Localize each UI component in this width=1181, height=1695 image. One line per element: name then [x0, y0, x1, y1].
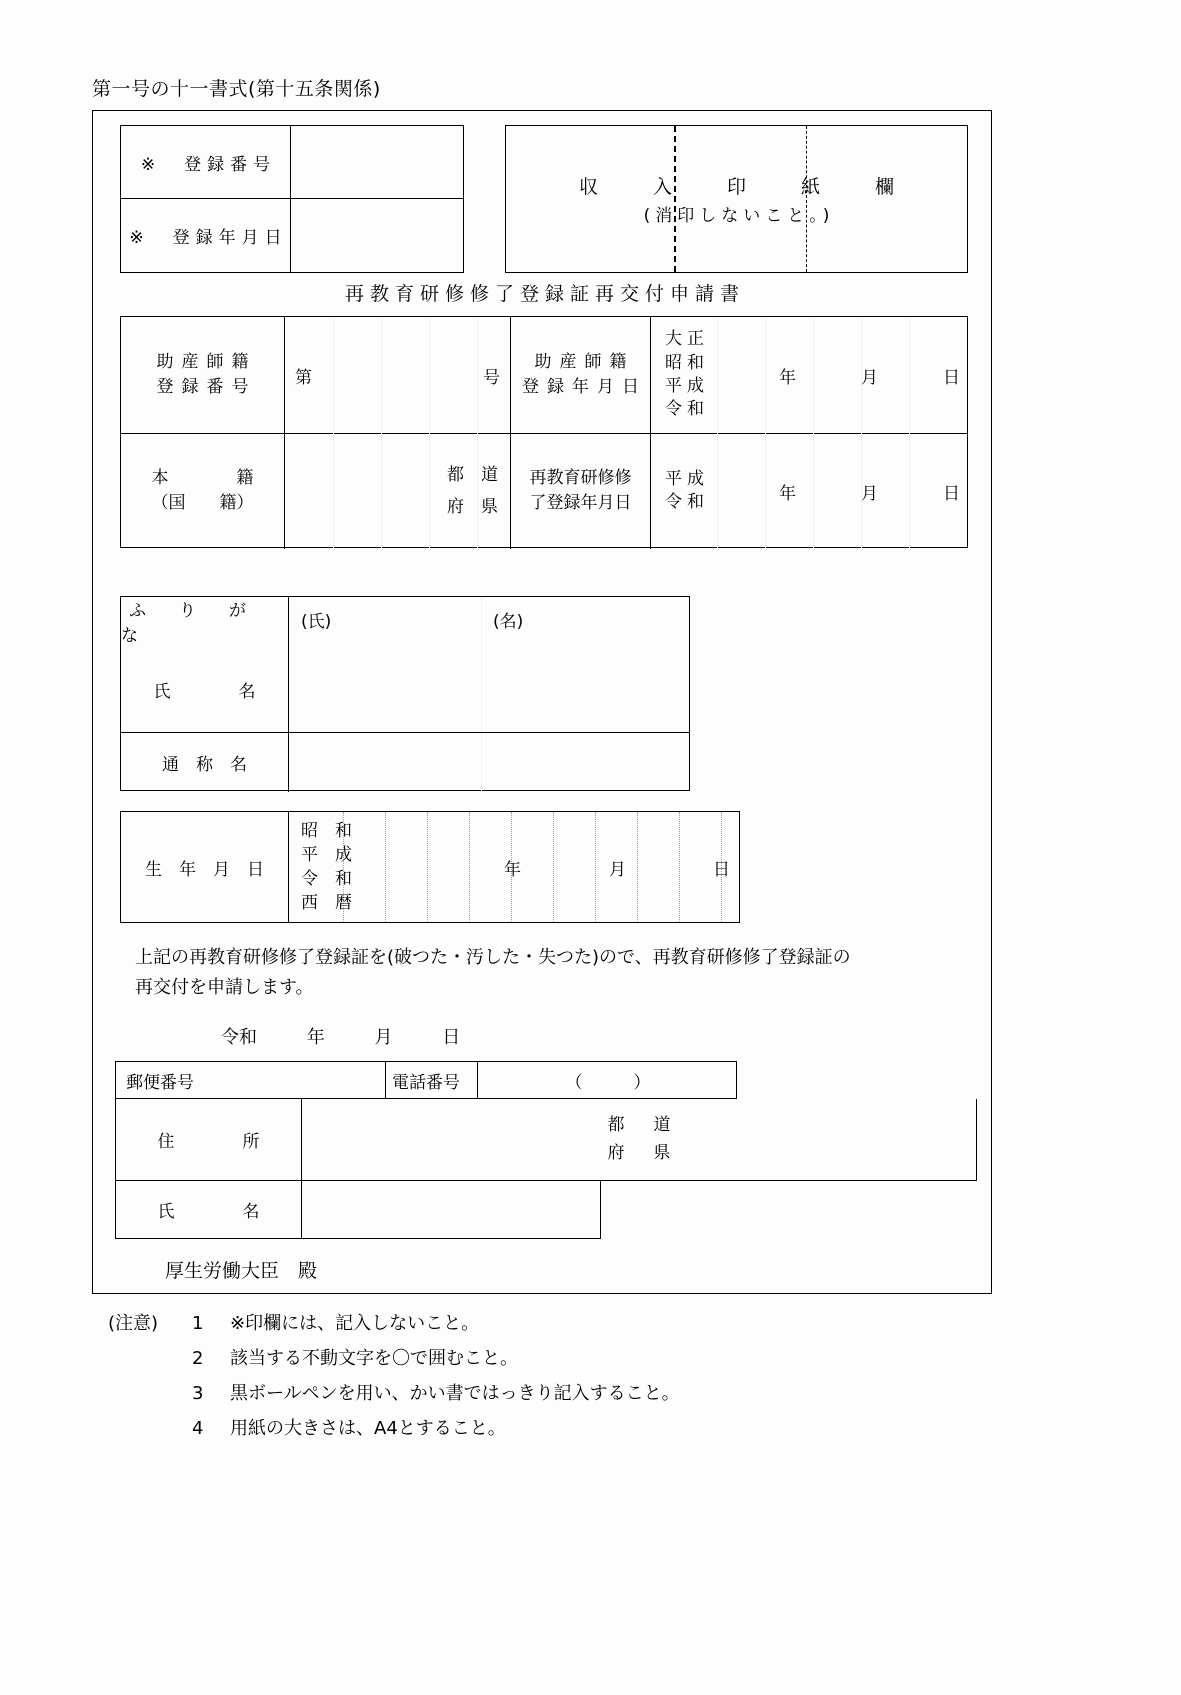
application-date-year-label: 年 [306, 1027, 325, 1048]
birthdate-table [120, 811, 740, 923]
number-prefix: 第 [295, 367, 312, 388]
birthdate-field[interactable] [289, 812, 739, 922]
domicile-prefecture-line-1: 都 道 [447, 464, 498, 485]
name-field[interactable] [289, 597, 689, 732]
birth-era-options[interactable]: 昭 和 平 成 令 和 西 暦 [301, 820, 352, 914]
register-year-label: 年 [779, 367, 796, 388]
application-date-line[interactable] [221, 1023, 460, 1049]
domicile-prefecture-line-2: 府 県 [447, 497, 498, 517]
number-suffix: 号 [483, 367, 500, 388]
name-table [120, 596, 690, 791]
alias-label: 通 称 名 [121, 733, 289, 792]
form-code: 第一号の十一書式(第十五条関係) [92, 78, 381, 100]
note-item [108, 1306, 680, 1341]
domicile-field[interactable] [285, 433, 511, 549]
address-prefecture-line-2: 府 県 [607, 1142, 677, 1163]
midwife-register-number-field[interactable] [285, 317, 511, 433]
domicile-label: 本 籍 （国 籍） [121, 433, 285, 549]
application-statement [135, 943, 965, 1002]
notes-heading: (注意) [108, 1313, 159, 1334]
registration-table-row-1 [121, 317, 967, 434]
application-date-era: 令和 [221, 1027, 257, 1048]
stamp-guide-line-right [806, 126, 807, 272]
address-field[interactable] [302, 1099, 976, 1180]
surname-hint: (氏) [301, 612, 332, 632]
phone-field[interactable] [478, 1062, 738, 1098]
revenue-stamp-title: 収 入 印 紙 欄 [578, 176, 912, 198]
note-text: 該当する不動文字を〇で囲むこと。 [230, 1348, 518, 1370]
name-table-upper [121, 597, 689, 733]
retraining-month-label: 月 [861, 483, 878, 504]
address-row [115, 1099, 977, 1181]
phone-label: 電話番号 [386, 1062, 478, 1098]
note-item [108, 1376, 680, 1411]
note-number: 1 [192, 1313, 204, 1334]
midwife-register-date-field[interactable] [651, 317, 969, 433]
note-text: 黒ボールペンを用い、かい書ではっきり記入すること。 [230, 1383, 680, 1405]
form-outer-frame [92, 110, 992, 1294]
registration-table [120, 316, 968, 548]
retraining-date-label: 再教育研修修 了登録年月日 [511, 433, 651, 549]
addressee-line: 厚生労働大臣 殿 [165, 1260, 318, 1282]
retraining-era-options[interactable]: 平成 令和 [665, 468, 709, 512]
statement-line-2: 再交付を申請します。 [135, 976, 314, 998]
note-item [108, 1411, 680, 1446]
note-text: 用紙の大きさは、A4とすること。 [230, 1418, 506, 1440]
note-item [108, 1341, 680, 1376]
official-registration-number-label: ※ 登録番号 [121, 126, 291, 198]
birthdate-label: 生 年 月 日 [121, 812, 289, 922]
applicant-name-field[interactable] [302, 1181, 600, 1238]
note-number: 4 [192, 1418, 204, 1440]
birth-month-label: 月 [609, 859, 626, 880]
applicant-name-row [115, 1181, 601, 1239]
revenue-stamp-note: (消印しないこと。) [643, 206, 835, 226]
address-label: 住 所 [116, 1099, 302, 1180]
retraining-date-field[interactable] [651, 433, 969, 549]
givenname-hint: (名) [493, 612, 524, 632]
application-date-day-label: 日 [442, 1027, 461, 1048]
note-number: 2 [192, 1348, 204, 1370]
name-label: 氏 名 [153, 681, 256, 702]
register-day-label: 日 [943, 367, 960, 388]
registration-table-row-2 [121, 433, 967, 549]
official-registration-date-box [120, 199, 464, 273]
birth-day-label: 日 [713, 859, 730, 880]
document-title: 再教育研修修了登録証再交付申請書 [344, 283, 745, 305]
applicant-name-label: 氏 名 [116, 1181, 302, 1238]
register-era-options[interactable]: 大正 昭和 平成 令和 [665, 329, 709, 420]
phone-paren: （ ） [565, 1072, 651, 1093]
register-month-label: 月 [861, 367, 878, 388]
address-prefecture-line-1: 都 道 [607, 1115, 677, 1136]
retraining-day-label: 日 [943, 483, 960, 504]
official-registration-date-field[interactable] [291, 199, 463, 272]
stamp-guide-line-left [674, 126, 676, 272]
official-registration-number-field[interactable] [291, 126, 463, 198]
application-date-month-label: 月 [374, 1027, 393, 1048]
furigana-label: ふ り が な [121, 601, 279, 646]
postal-code-label: 郵便番号 [116, 1062, 386, 1098]
revenue-stamp-box [505, 125, 968, 273]
retraining-year-label: 年 [779, 483, 796, 504]
postal-phone-row [115, 1061, 737, 1099]
alias-field[interactable] [289, 733, 689, 792]
alias-row [121, 733, 689, 792]
note-text: ※印欄には、記入しないこと。 [230, 1313, 480, 1334]
birth-year-label: 年 [504, 859, 521, 880]
midwife-register-number-label: 助産師籍 登録番号 [121, 317, 285, 433]
midwife-register-date-label: 助産師籍 登録年月日 [511, 317, 651, 433]
note-number: 3 [192, 1383, 204, 1405]
official-registration-date-label: ※ 登録年月日 [121, 199, 291, 272]
notes-section [108, 1306, 680, 1446]
official-registration-number-box [120, 125, 464, 199]
statement-line-1: 上記の再教育研修修了登録証を(破つた・汚した・失つた)ので、再教育研修修了登録証の [135, 947, 851, 968]
